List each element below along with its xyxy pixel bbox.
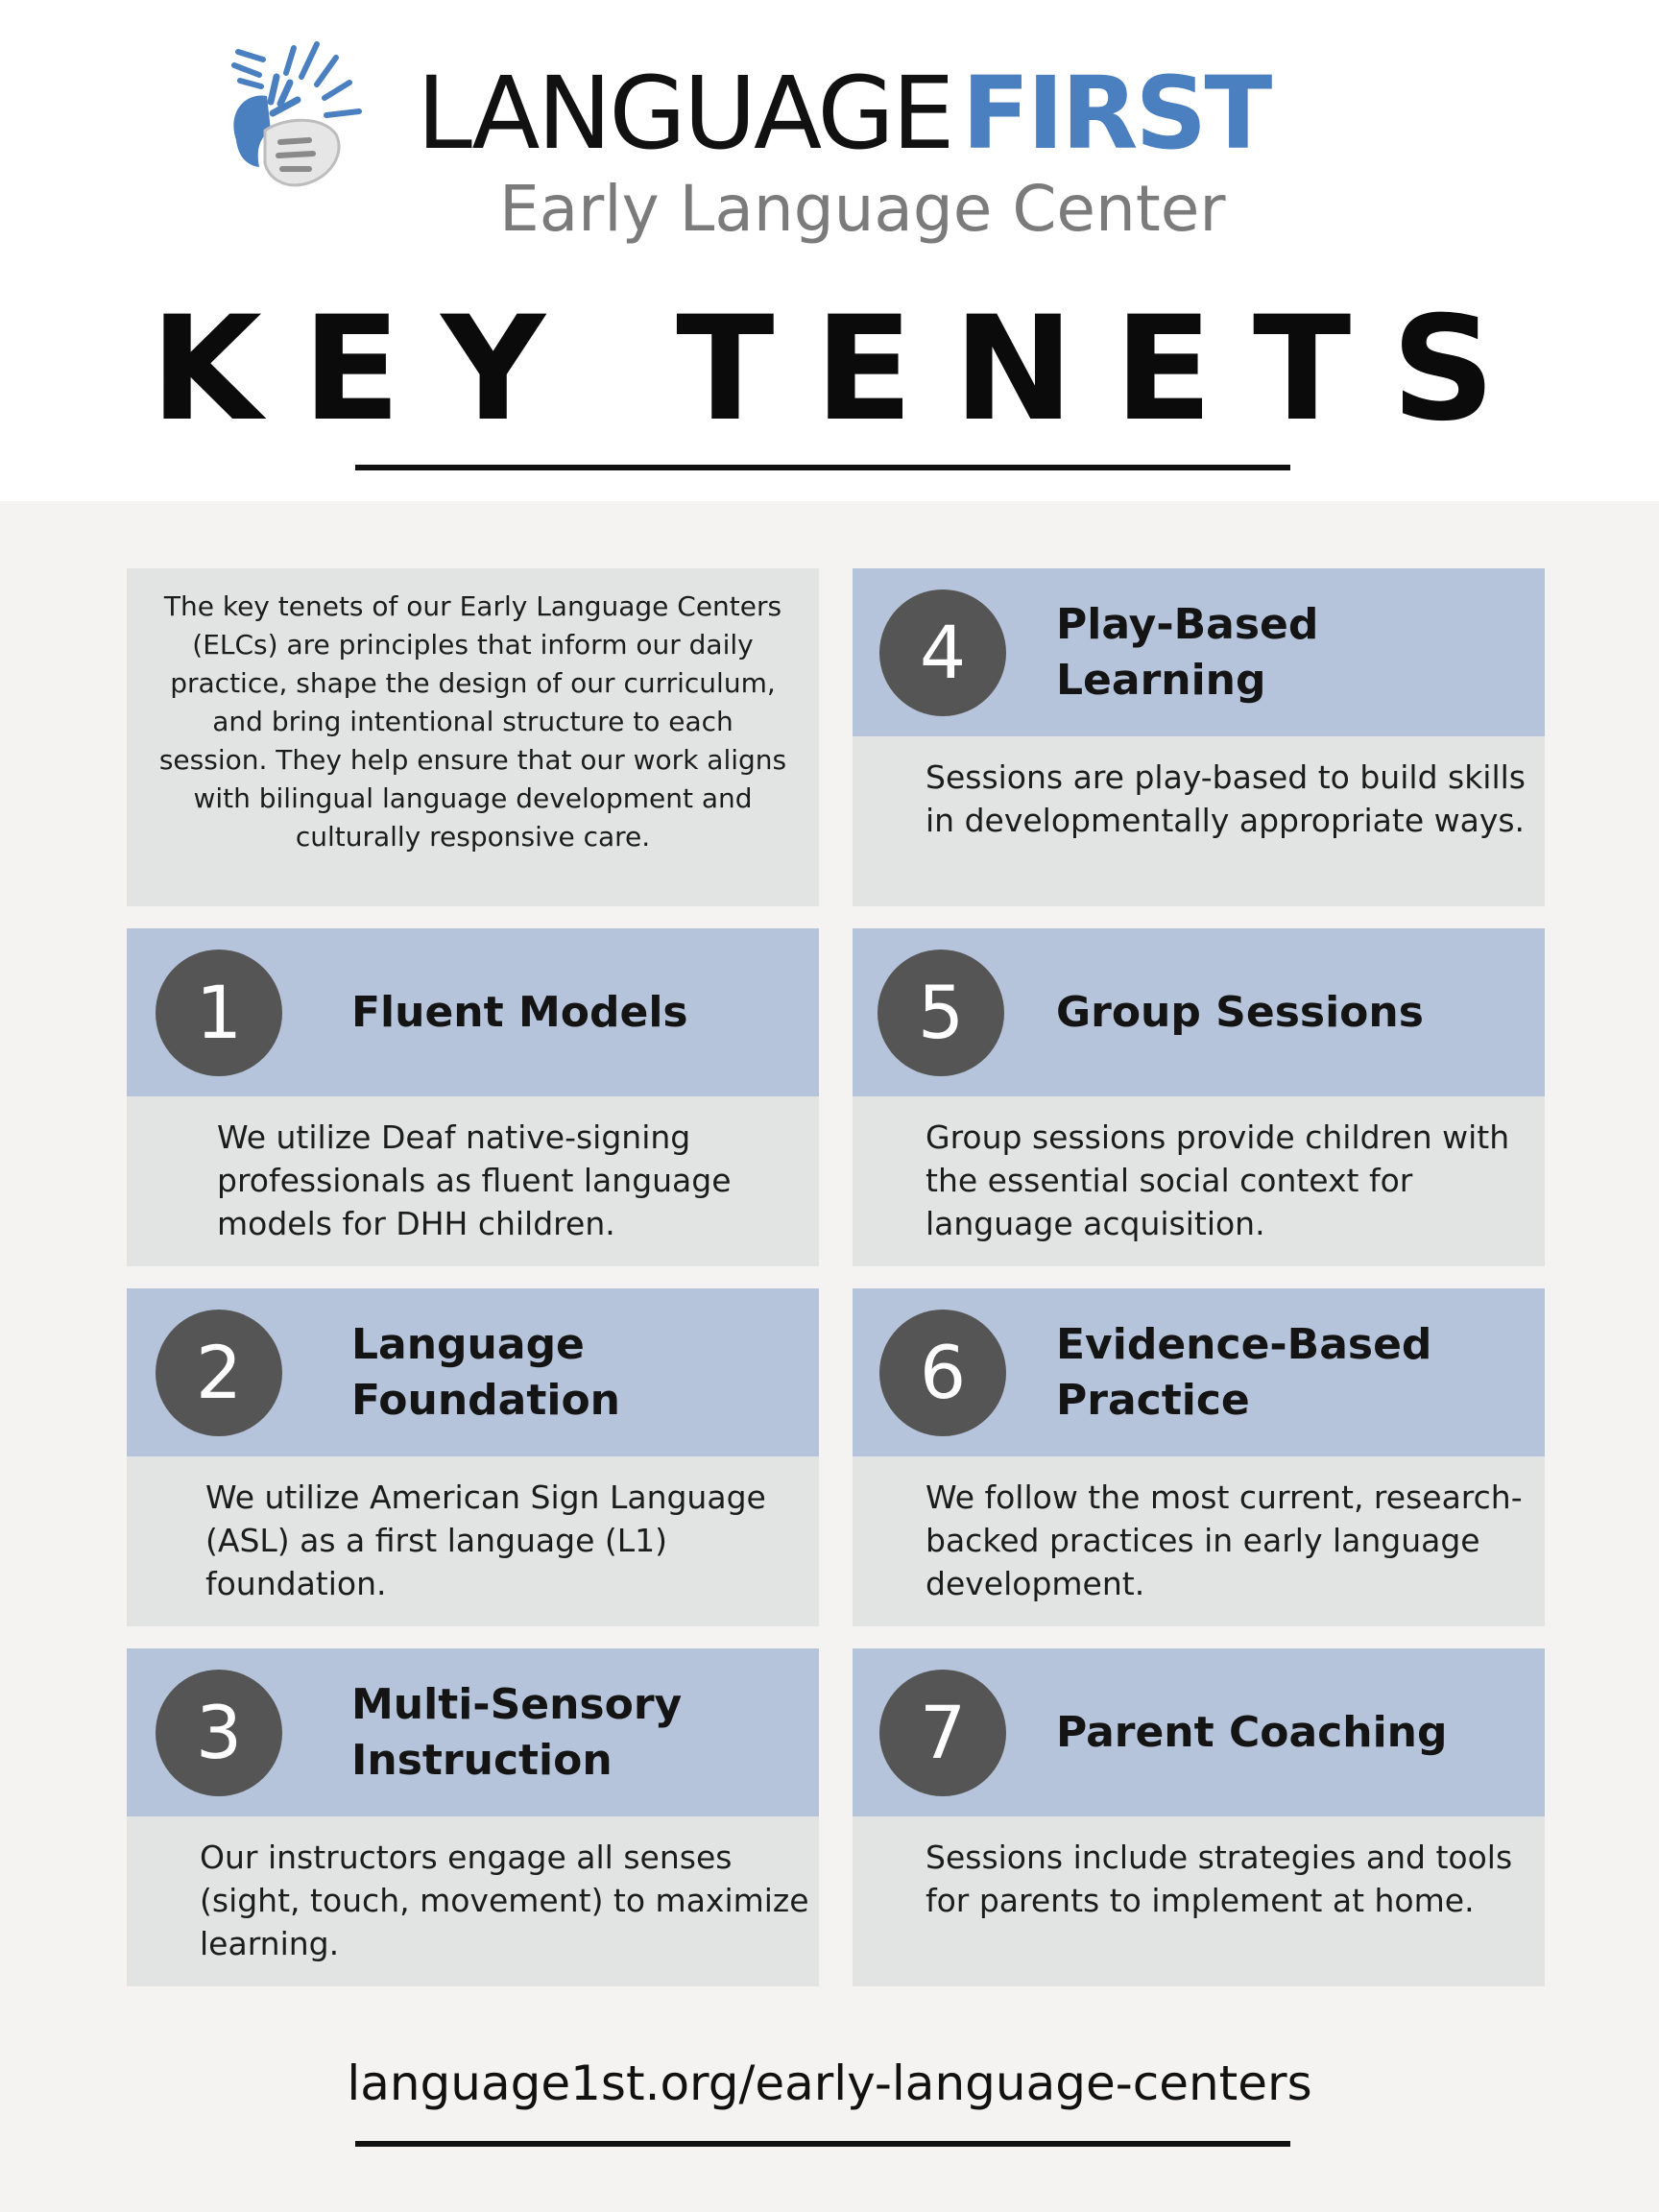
tenet-header <box>127 1648 819 1816</box>
tenet-title: Multi-Sensory Instruction <box>351 1679 683 1785</box>
tenet-title: Group Sessions <box>1056 987 1424 1037</box>
tenet-number: 2 <box>156 1310 282 1436</box>
tenet-number: 4 <box>879 589 1006 716</box>
tenet-title: Parent Coaching <box>1056 1707 1448 1757</box>
tenet-header <box>127 928 819 1096</box>
tenet-header <box>853 1648 1545 1816</box>
brand-subtitle: Early Language Center <box>499 172 1226 246</box>
tenet-header <box>127 1288 819 1456</box>
tenet-number: 1 <box>156 950 282 1076</box>
tenet-body: We utilize Deaf native-signing professionals as fluent language models for DHH children. <box>217 1118 732 1242</box>
tenet-header <box>853 568 1545 736</box>
tenet-body: We follow the most current, research-backed practices in early language development. <box>926 1479 1523 1602</box>
tenet-title: Fluent Models <box>351 987 688 1037</box>
tenet-title: Play-Based Learning <box>1056 599 1319 705</box>
tenet-card-4 <box>853 568 1545 906</box>
signing-hand-icon <box>217 35 371 198</box>
intro-text: The key tenets of our Early Language Centers (ELCs) are principles that inform our daily practice, shape the design of our curriculum, and bring intentional structure to each session. They help ensure that our work aligns with bilingual language development and culturally responsive care. <box>158 590 787 853</box>
tenet-title: Evidence-Based Practice <box>1056 1319 1432 1425</box>
tenet-number: 6 <box>879 1310 1006 1436</box>
tenet-title: Language Foundation <box>351 1319 621 1425</box>
footer-underline <box>355 2141 1290 2147</box>
brand-wordmark <box>417 56 1269 171</box>
tenet-body: Our instructors engage all senses (sight, touch, movement) to maximize learning. <box>200 1839 809 1962</box>
website-link[interactable]: language1st.org/early-language-centers <box>347 2056 1312 2111</box>
brand-part-language: LANGUAGE <box>417 55 952 172</box>
tenet-body: Sessions include strategies and tools for parents to implement at home. <box>926 1839 1513 1919</box>
tenet-number: 5 <box>878 950 1004 1076</box>
page-title: KEY TENETS <box>150 286 1536 453</box>
tenet-card-6 <box>853 1288 1545 1626</box>
tenet-body: Sessions are play-based to build skills in developmentally appropriate ways. <box>926 758 1527 839</box>
tenet-card-3 <box>127 1648 819 1986</box>
tenet-number: 7 <box>879 1670 1006 1796</box>
tenet-card-2 <box>127 1288 819 1626</box>
tenet-card-5 <box>853 928 1545 1266</box>
tenet-body: We utilize American Sign Language (ASL) as a first language (L1) foundation. <box>205 1479 766 1602</box>
tenet-number: 3 <box>156 1670 282 1796</box>
header <box>0 0 1659 501</box>
tenet-body: Group sessions provide children with the essential social context for language acquisition. <box>926 1118 1510 1242</box>
tenet-header <box>853 1288 1545 1456</box>
tenet-header <box>853 928 1545 1096</box>
brand-part-first: FIRST <box>961 55 1270 172</box>
tenet-card-1 <box>127 928 819 1266</box>
intro-card <box>127 568 819 906</box>
title-underline <box>355 465 1290 470</box>
tenet-card-7 <box>853 1648 1545 1986</box>
